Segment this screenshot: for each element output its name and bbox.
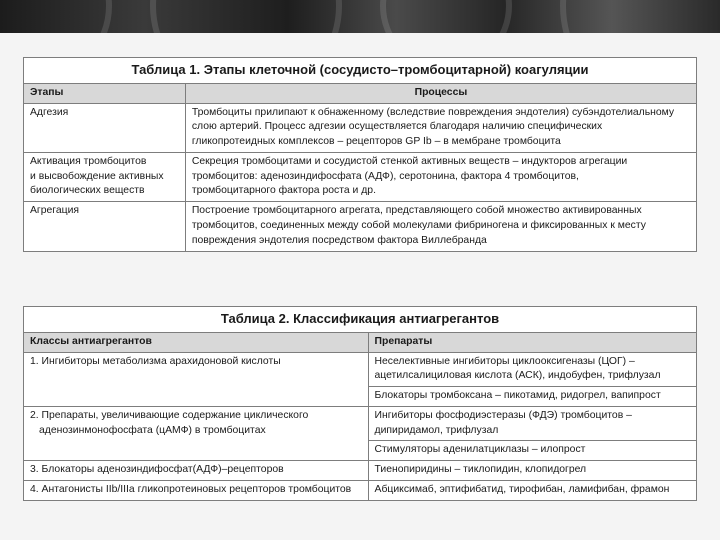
table-row [24,103,697,152]
process-line: тромбоцитарного фактора роста и др. [191,185,376,197]
table1-header-processes: Процессы [185,83,696,103]
class-cell [24,481,369,501]
wheel-arc-decoration [0,0,112,33]
process-cell [185,103,696,152]
drug-line: ацетилсалициловая кислота (АСК), индобуфен, трифлузал [374,370,661,382]
process-cell [185,202,696,251]
process-cell [185,152,696,201]
wheel-arc-decoration [560,0,720,33]
table2-header-classes: Классы антиагрегантов [24,332,369,352]
wheel-arc-decoration [380,0,512,33]
stage-line: Адгезия [30,106,69,118]
stage-line: биологических веществ [30,185,145,197]
stage-cell [24,202,186,251]
drug-cell [368,352,696,387]
table-row [24,152,697,201]
stage-line: и высвобождение активных [30,170,164,182]
process-line: повреждения эндотелия посредством фактора Виллебранда [191,234,487,246]
class-line: 4. Антагонисты IIb/IIIa гликопротеиновых рецепторов тромбоцитов [30,484,352,496]
table1-header-row [24,83,697,103]
drug-line: Стимуляторы аденилатциклазы – илопрост [374,444,586,456]
class-line: 1. Ингибиторы метаболизма арахидоновой кислоты [30,355,281,367]
table-row [24,202,697,251]
coagulation-stages-table [23,57,697,252]
stage-cell [24,152,186,201]
class-line: 2. Препараты, увеличивающие содержание циклического [30,409,309,421]
drug-line: Неселективные ингибиторы циклооксигеназы (ЦОГ) – [374,355,635,367]
drug-cell [368,461,696,481]
antiplatelet-classification-table [23,306,697,501]
table-row [24,461,697,481]
process-line: Тромбоциты прилипают к обнаженному (вследствие повреждения эндотелия) субэндотелиальному [191,106,675,118]
drug-line: Блокаторы тромбоксана – пикотамид, ридогрел, вапипрост [374,390,661,402]
table-row [24,481,697,501]
drug-cell [368,481,696,501]
class-cell [24,352,369,406]
drug-line: Абциксимаб, эптифибатид, тирофибан, ламифибан, фрамон [374,484,670,496]
class-line: аденозинмонофосфата (цАМФ) в тромбоцитах [39,424,266,436]
process-line: Секреция тромбоцитами и сосудистой стенкой активных веществ – индукторов агрегации [191,155,628,167]
table1-title: Таблица 1. Этапы клеточной (сосудисто–тромбоцитарной) коагуляции [24,58,697,84]
stage-cell [24,103,186,152]
wheel-arc-decoration [150,0,342,33]
drug-cell [368,441,696,461]
stage-line: Агрегация [30,205,80,217]
table-row [24,406,697,441]
drug-cell [368,387,696,407]
table2-title: Таблица 2. Классификация антиагрегантов [24,307,697,333]
table-row [24,352,697,387]
class-cell [24,461,369,481]
decorative-banner [0,0,720,33]
class-line: 3. Блокаторы аденозиндифосфат(АДФ)–рецепторов [30,464,284,476]
stage-line: Активация тромбоцитов [30,155,147,167]
drug-line: Тиенопиридины – тиклопидин, клопидогрел [374,464,587,476]
drug-line: Ингибиторы фосфодиэстеразы (ФДЭ) тромбоцитов – [374,409,632,421]
class-cell [24,406,369,460]
table2-header-drugs: Препараты [368,332,696,352]
table2-header-row [24,332,697,352]
process-line: Построение тромбоцитарного агрегата, представляющего собой множество активированных [191,205,642,217]
table1-header-stages: Этапы [24,83,186,103]
process-line: слою артерий. Процесс адгезии осуществляется благодаря наличию специфических [191,121,603,133]
drug-cell [368,406,696,441]
process-line: гликопротеидных комплексов – рецепторов GP Ib – в мембране тромбоцита [191,136,561,148]
drug-line: дипиридамол, трифлузал [374,424,499,436]
process-line: тромбоцитов: аденозиндифосфата (АДФ), серотонина, фактора 4 тромбоцитов, [191,170,579,182]
process-line: тромбоцитов, соединенных между собой молекулами фибриногена и фиксированных к месту [191,220,646,232]
